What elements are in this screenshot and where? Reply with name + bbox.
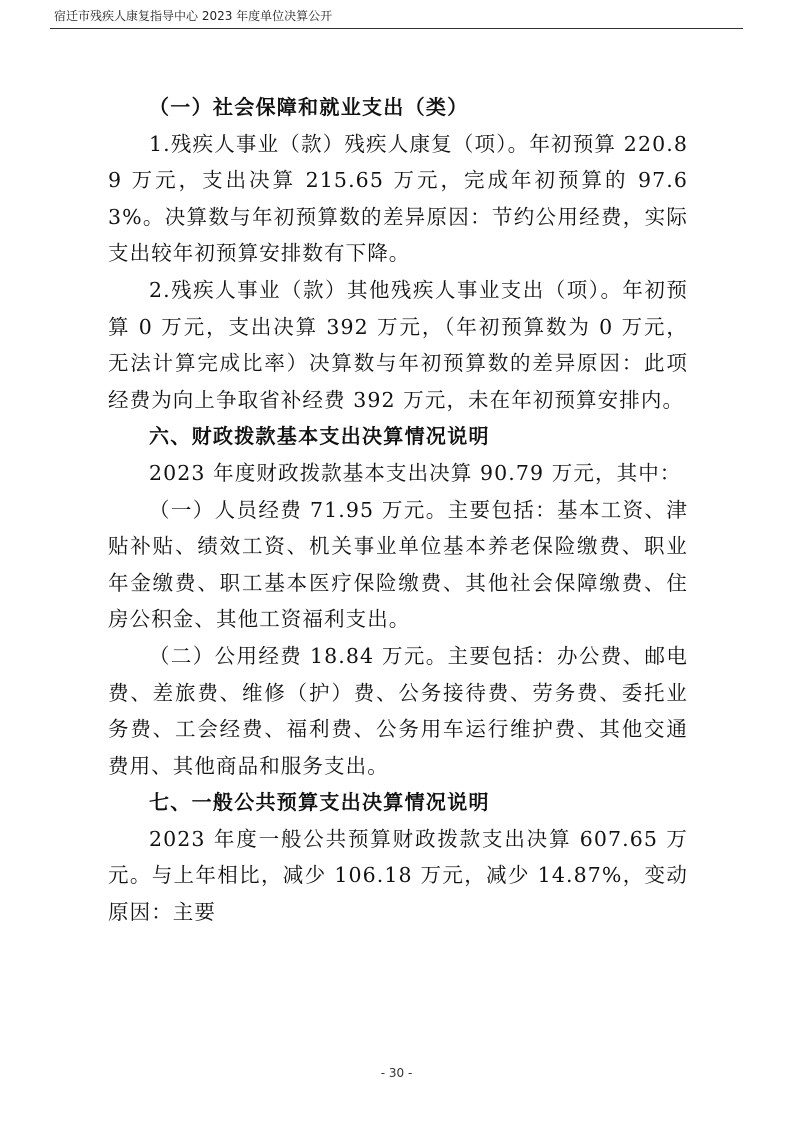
section-heading-basic-expenditure: 六、财政拨款基本支出决算情况说明 (149, 424, 490, 449)
header-rule (50, 28, 743, 29)
section-heading-social-security: （一）社会保障和就业支出（类） (149, 95, 469, 119)
paragraph-personnel-expenses: （一）人员经费 71.95 万元。主要包括：基本工资、津贴补贴、绩效工资、机关事业单位基本养老保险缴费、职业年金缴费、职工基本医疗保险缴费、其他社会保障缴费、住房公积金、其他工资福利支出。 (108, 497, 688, 632)
paragraph-basic-expenditure-total: 2023 年度财政拨款基本支出决算 90.79 万元，其中： (149, 460, 682, 485)
page-number: - 30 - (380, 1066, 413, 1080)
page-content (108, 89, 688, 931)
paragraph-rehab-item: 1.残疾人事业（款）残疾人康复（项）。年初预算 220.89 万元，支出决算 215.65 万元，完成年初预算的 97.63%。决算数与年初预算数的差异原因：节约公用经费，实际支出较年初预算安排数有下降。 (108, 131, 688, 266)
running-header-title: 宿迁市残疾人康复指导中心 2023 年度单位决算公开 (54, 9, 333, 23)
section-heading-general-budget: 七、一般公共预算支出决算情况说明 (149, 790, 490, 815)
paragraph-other-disabled-item: 2.残疾人事业（款）其他残疾人事业支出（项）。年初预算 0 万元，支出决算 392 万元，（年初预算数为 0 万元，无法计算完成比率）决算数与年初预算数的差异原因：此项经费为向上争取省补经费 392 万元，未在年初预算安排内。 (108, 277, 688, 412)
paragraph-general-budget-total: 2023 年度一般公共预算财政拨款支出决算 607.65 万元。与上年相比，减少 106.18 万元，减少 14.87%，变动原因：主要 (108, 826, 688, 925)
paragraph-public-expenses: （二）公用经费 18.84 万元。主要包括：办公费、邮电费、差旅费、维修（护）费、公务接待费、劳务费、委托业务费、工会经费、福利费、公务用车运行维护费、其他交通费用、其他商品和服务支出。 (108, 643, 688, 778)
